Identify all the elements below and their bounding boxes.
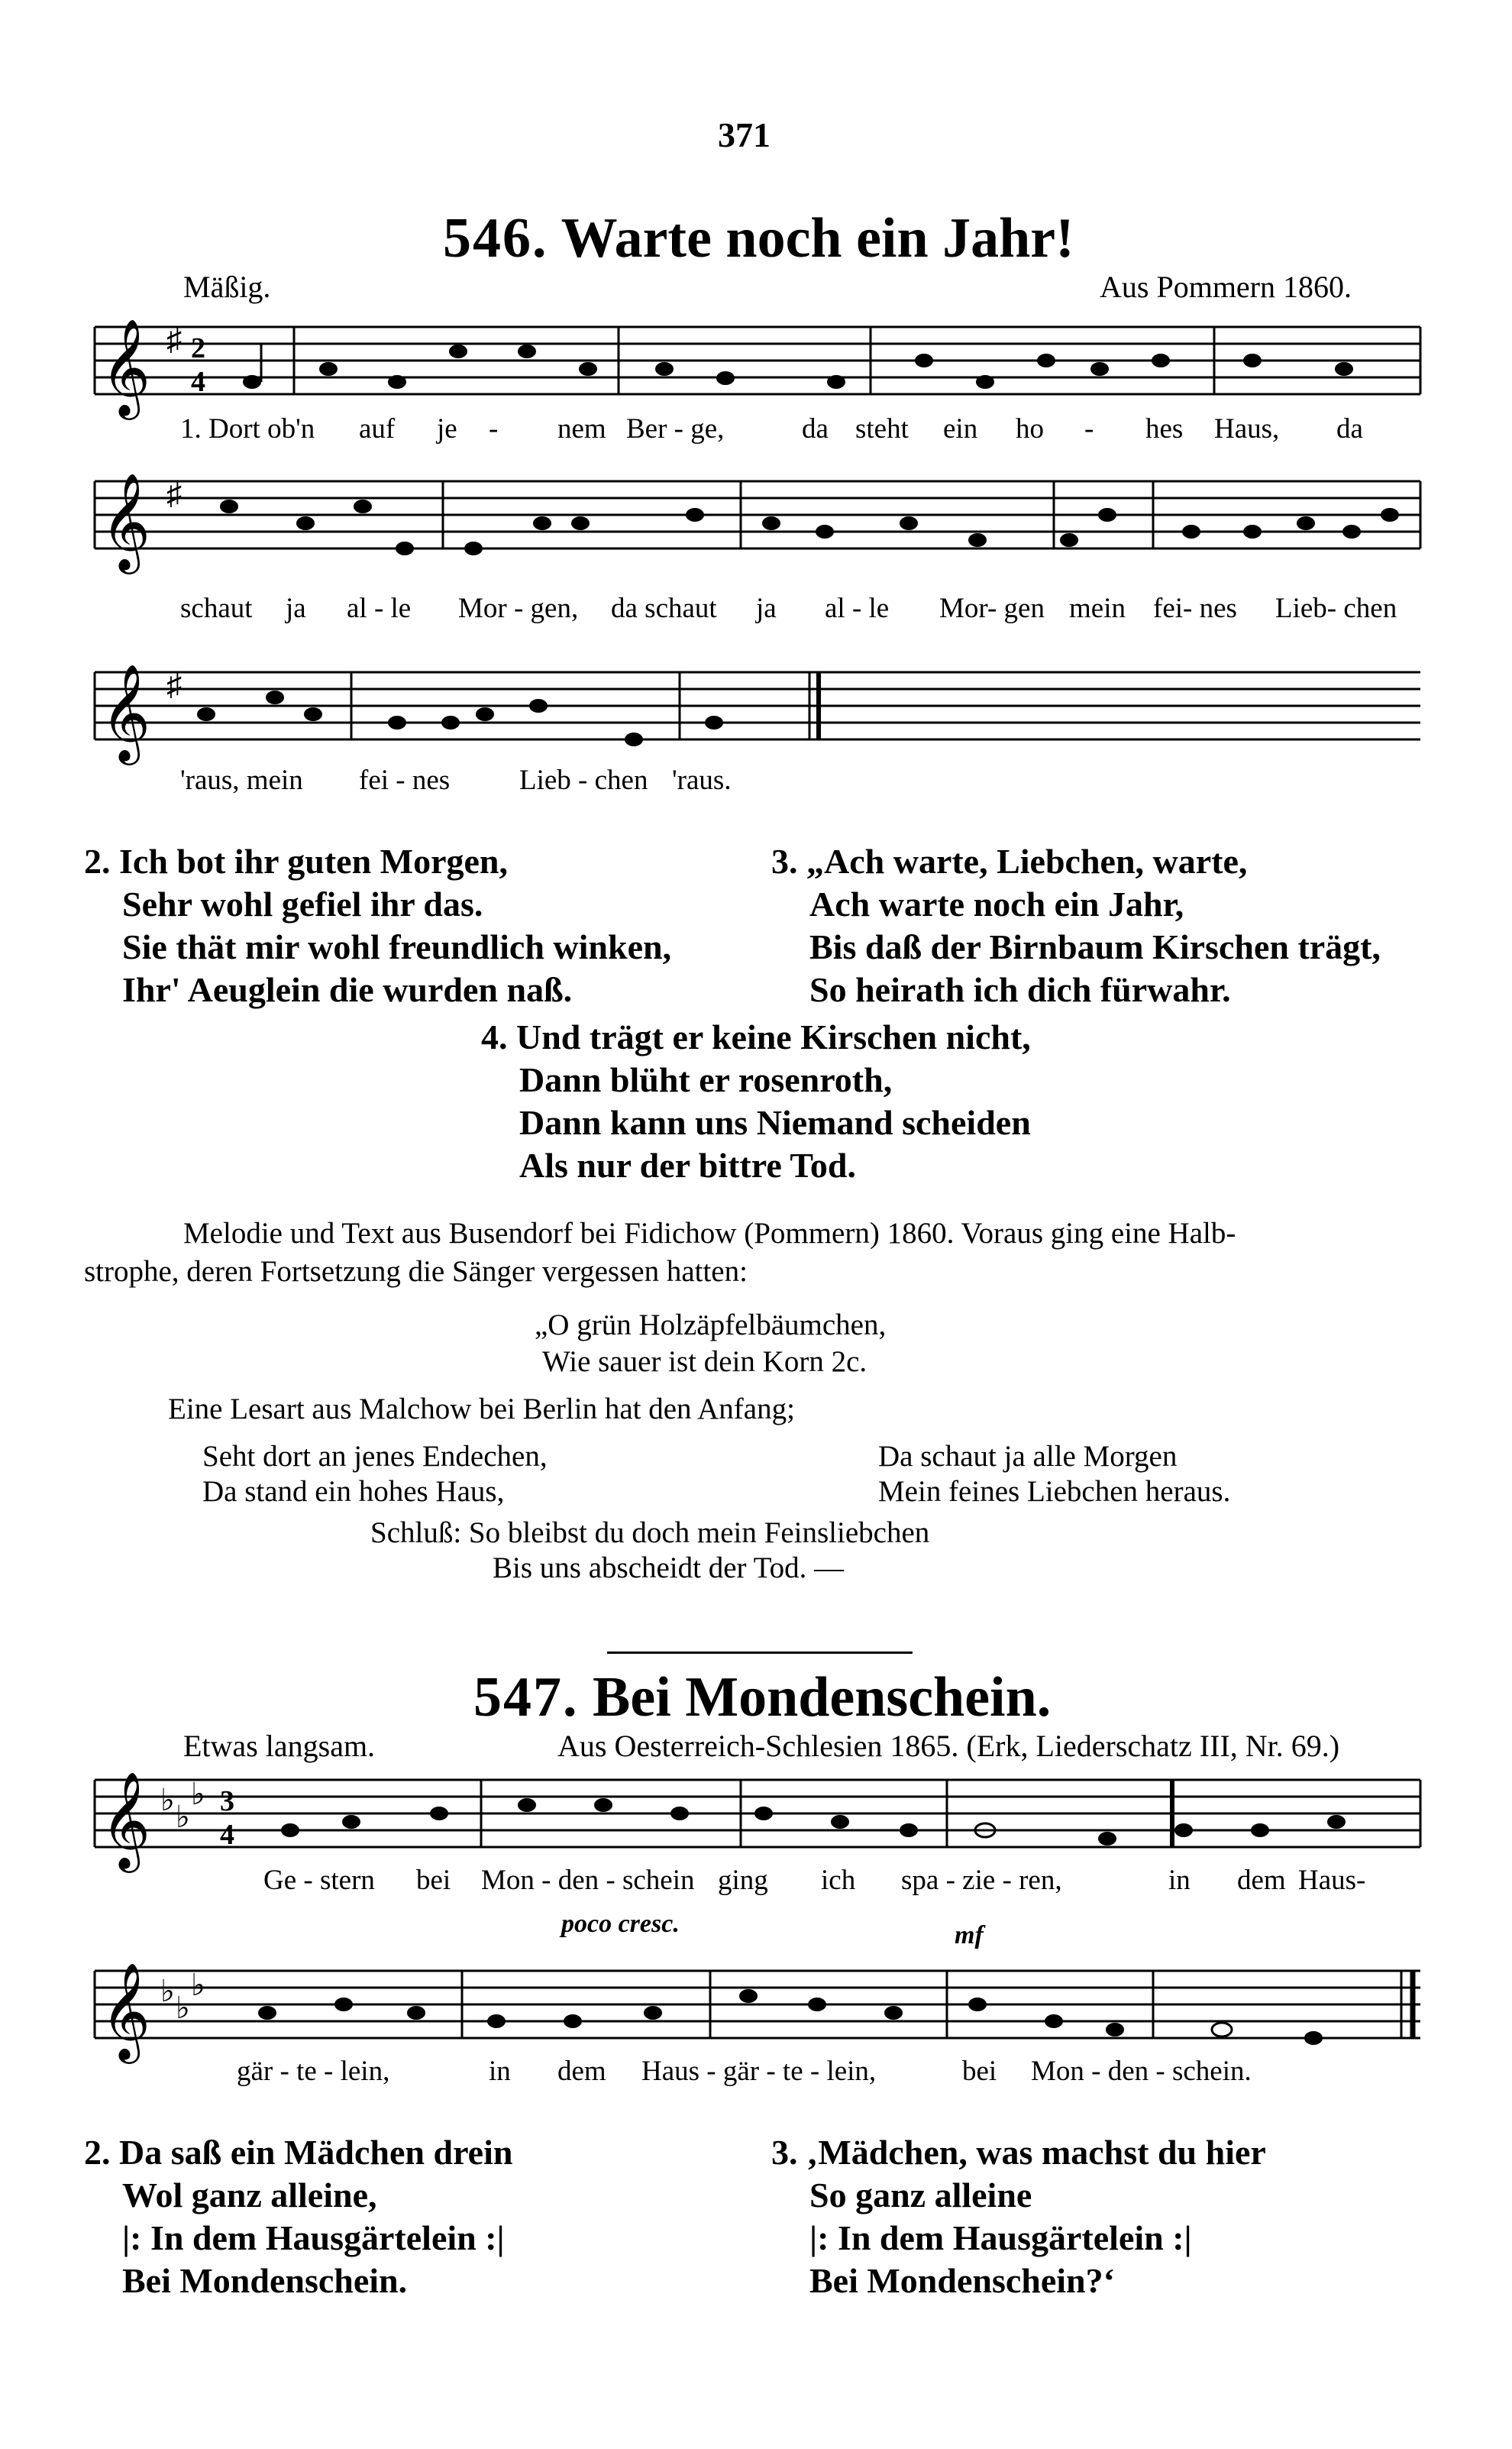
svg-text:𝄞: 𝄞	[101, 318, 151, 416]
section-divider	[607, 1652, 913, 1654]
verse-line: Bei Mondenschein.	[122, 2261, 408, 2300]
svg-text:♭: ♭	[191, 1968, 205, 2002]
lyric-syllable: Lieb- chen	[1275, 593, 1397, 624]
verse-line: 3. ‚Mädchen, was machst du hier	[771, 2133, 1266, 2172]
music-staff-2	[84, 451, 1428, 588]
lyric-syllable: al - le	[825, 593, 890, 624]
lyric-syllable: fei - nes	[359, 765, 451, 796]
variant-note: Eine Lesart aus Malchow bei Berlin hat den Anfang;	[168, 1393, 795, 1425]
song-source: Aus Pommern 1860.	[1100, 270, 1352, 304]
source-note: Melodie und Text aus Busendorf bei Fidichow (Pommern) 1860. Voraus ging eine Halb-	[183, 1217, 1236, 1250]
verse-line: Ihr' Aeuglein die wurden naß.	[122, 970, 573, 1009]
song-title-text: Warte noch ein Jahr!	[561, 207, 1074, 270]
verse-547-2	[84, 2131, 512, 2302]
lyric-syllable: da schaut	[611, 593, 717, 624]
lyric-syllable: bei	[416, 1865, 451, 1896]
verse-line: 3. „Ach warte, Liebchen, warte,	[771, 842, 1248, 881]
verse-line: 4. Und trägt er keine Kirschen nicht,	[481, 1017, 1031, 1056]
verse-line: Dann kann uns Niemand scheiden	[519, 1103, 1031, 1142]
music-staff-3	[84, 642, 1428, 772]
song-title-546	[443, 206, 1074, 271]
lyric-syllable: Ber - ge,	[626, 413, 725, 445]
verse-line: So heirath ich dich fürwahr.	[809, 970, 1231, 1009]
lyric-syllable: Mor- gen	[939, 593, 1045, 624]
lyric-syllable: Mon - den - schein.	[1031, 2056, 1252, 2087]
music-staff-5	[84, 1940, 1428, 2070]
svg-text:3: 3	[220, 1785, 234, 1817]
tempo-marking: Mäßig.	[183, 270, 271, 304]
verse-line: Sehr wohl gefiel ihr das.	[122, 885, 483, 924]
svg-text:♭: ♭	[160, 1974, 175, 2008]
quoted-line: „O grün Holzäpfelbäumchen,	[535, 1309, 887, 1341]
variant-line: Da schaut ja alle Morgen	[878, 1440, 1178, 1473]
verse-line: Wol ganz alleine,	[122, 2176, 377, 2214]
lyric-syllable: Haus - gär - te - lein,	[641, 2056, 877, 2087]
lyric-syllable: schaut	[180, 593, 253, 624]
lyric-syllable: ja	[756, 593, 777, 624]
verse-line: 2. Ich bot ihr guten Morgen,	[84, 842, 508, 881]
verse-line: Bis daß der Birnbaum Kirschen trägt,	[809, 927, 1381, 966]
music-staff-1	[84, 306, 1428, 428]
variant-line: Seht dort an jenes Endechen,	[202, 1440, 548, 1473]
svg-text:𝄞: 𝄞	[101, 1962, 151, 2059]
lyric-syllable: ging	[718, 1865, 768, 1896]
lyric-syllable: spa - zie - ren,	[901, 1865, 1062, 1896]
svg-text:♯: ♯	[166, 322, 182, 357]
verse-line: |: In dem Hausgärtelein :|	[122, 2218, 505, 2257]
tempo-marking: Etwas langsam.	[183, 1729, 376, 1763]
quoted-line: Wie sauer ist dein Korn 2c.	[542, 1345, 867, 1378]
source-note: strophe, deren Fortsetzung die Sänger vergessen hatten:	[84, 1255, 748, 1288]
lyric-syllable: Lieb - chen	[519, 765, 648, 796]
song-title-text: Bei Mondenschein.	[593, 1666, 1052, 1729]
lyric-syllable: dem	[557, 2056, 606, 2087]
song-title-547	[473, 1665, 1051, 1730]
svg-text:4: 4	[220, 1819, 234, 1851]
svg-text:♭: ♭	[176, 1991, 190, 2025]
lyric-syllable: Haus-	[1298, 1865, 1366, 1896]
lyric-syllable: da	[802, 413, 829, 445]
lyric-syllable: Haus,	[1214, 413, 1280, 445]
song-number: 547.	[473, 1666, 579, 1729]
lyric-syllable: ein	[943, 413, 978, 445]
svg-text:4: 4	[191, 366, 205, 398]
lyric-syllable: ja	[286, 593, 306, 624]
lyric-syllable: bei	[962, 2056, 997, 2087]
lyric-syllable: Mor - gen,	[458, 593, 579, 624]
svg-text:♭: ♭	[191, 1777, 205, 1811]
lyric-syllable: 'raus.	[672, 765, 732, 796]
verse-2	[84, 840, 671, 1011]
lyric-syllable: in	[489, 2056, 511, 2087]
lyric-syllable: -	[489, 413, 499, 445]
svg-text:𝄞: 𝄞	[101, 472, 151, 570]
lyric-syllable: 'raus, mein	[180, 765, 303, 796]
lyric-syllable: Ge - stern	[263, 1865, 375, 1896]
verse-4	[481, 1016, 1031, 1187]
page-number: 371	[718, 115, 771, 154]
svg-text:♯: ♯	[166, 477, 182, 511]
lyric-syllable: Mon - den - schein	[481, 1865, 695, 1896]
lyric-syllable: ho	[1016, 413, 1044, 445]
lyric-syllable: dem	[1237, 1865, 1286, 1896]
lyric-syllable: al - le	[347, 593, 412, 624]
dynamic-marking: mf	[955, 1921, 984, 1949]
verse-line: Als nur der bittre Tod.	[519, 1146, 856, 1185]
variant-line: Mein feines Liebchen heraus.	[878, 1475, 1231, 1508]
verse-3	[771, 840, 1381, 1011]
ending-line: Schluß: So bleibst du doch mein Feinsliebchen	[370, 1516, 930, 1549]
verse-line: Bei Mondenschein?‘	[809, 2261, 1115, 2300]
lyric-syllable: ich	[821, 1865, 856, 1896]
verse-547-3	[771, 2131, 1266, 2302]
lyric-syllable: mein	[1069, 593, 1126, 624]
music-staff-4	[84, 1757, 1428, 1879]
svg-text:♭: ♭	[176, 1800, 190, 1834]
svg-text:𝄞: 𝄞	[101, 663, 151, 761]
song-number: 546.	[443, 207, 548, 270]
lyric-syllable: -	[1084, 413, 1094, 445]
svg-text:♯: ♯	[166, 668, 182, 702]
verse-line: Dann blüht er rosenroth,	[519, 1060, 893, 1099]
lyric-syllable: auf	[359, 413, 396, 445]
variant-line: Da stand ein hohes Haus,	[202, 1475, 505, 1508]
lyric-syllable: steht	[855, 413, 909, 445]
svg-text:♭: ♭	[160, 1783, 175, 1817]
verse-line: |: In dem Hausgärtelein :|	[809, 2218, 1192, 2257]
song-source: Aus Oesterreich-Schlesien 1865. (Erk, Liederschatz III, Nr. 69.)	[557, 1729, 1340, 1763]
verse-line: Ach warte noch ein Jahr,	[809, 885, 1184, 924]
lyric-syllable: 1. Dort ob'n	[180, 413, 315, 445]
svg-text:𝄞: 𝄞	[101, 1771, 151, 1868]
ending-line: Bis uns abscheidt der Tod. —	[493, 1551, 845, 1584]
lyric-syllable: fei- nes	[1153, 593, 1237, 624]
lyric-syllable: da	[1336, 413, 1363, 445]
lyric-syllable: in	[1168, 1865, 1191, 1896]
lyric-syllable: gär - te - lein,	[237, 2056, 390, 2087]
verse-line: 2. Da saß ein Mädchen drein	[84, 2133, 513, 2172]
lyric-syllable: je	[437, 413, 457, 445]
lyric-syllable: hes	[1145, 413, 1184, 445]
verse-line: So ganz alleine	[809, 2176, 1032, 2214]
lyric-syllable: nem	[557, 413, 606, 445]
svg-text:2: 2	[191, 332, 205, 364]
dynamic-marking: poco cresc.	[561, 1910, 680, 1938]
verse-line: Sie thät mir wohl freundlich winken,	[122, 927, 672, 966]
